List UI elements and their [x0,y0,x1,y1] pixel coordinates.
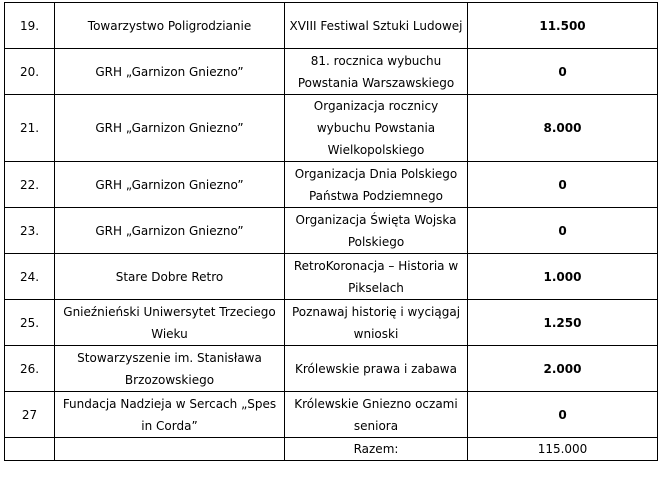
task-title: Organizacja Dnia Polskiego Państwa Podziemnego [285,162,468,208]
organization-name: Stowarzyszenie im. Stanisława Brzozowskiego [55,346,285,392]
row-number: 27 [5,392,55,438]
grant-amount: 0 [468,49,658,95]
grant-amount: 8.000 [468,95,658,162]
grant-table [4,2,658,461]
row-number: 22. [5,162,55,208]
grant-amount: 11.500 [468,3,658,49]
grant-amount: 1.000 [468,254,658,300]
total-label: Razem: [285,438,468,461]
table-row [5,254,658,300]
task-title: 81. rocznica wybuchu Powstania Warszawskiego [285,49,468,95]
organization-name: Towarzystwo Poligrodzianie [55,3,285,49]
row-number: 21. [5,95,55,162]
organization-name: Gnieźnieński Uniwersytet Trzeciego Wieku [55,300,285,346]
table-row [5,3,658,49]
task-title: XVIII Festiwal Sztuki Ludowej [285,3,468,49]
task-title: Poznawaj historię i wyciągaj wnioski [285,300,468,346]
grant-amount: 0 [468,162,658,208]
organization-name: GRH „Garnizon Gniezno” [55,95,285,162]
organization-name: GRH „Garnizon Gniezno” [55,208,285,254]
organization-name: GRH „Garnizon Gniezno” [55,49,285,95]
organization-name: GRH „Garnizon Gniezno” [55,162,285,208]
row-number: 26. [5,346,55,392]
table-row [5,95,658,162]
grant-amount: 2.000 [468,346,658,392]
total-row [5,438,658,461]
total-amount: 115.000 [468,438,658,461]
table-row [5,162,658,208]
row-number: 20. [5,49,55,95]
row-number: 23. [5,208,55,254]
task-title: Królewskie Gniezno oczami seniora [285,392,468,438]
total-empty-cell [55,438,285,461]
grant-amount: 0 [468,208,658,254]
table-row [5,300,658,346]
grant-amount: 1.250 [468,300,658,346]
table-row [5,49,658,95]
row-number: 19. [5,3,55,49]
task-title: Królewskie prawa i zabawa [285,346,468,392]
table-row [5,208,658,254]
table-row [5,346,658,392]
task-title: Organizacja Święta Wojska Polskiego [285,208,468,254]
task-title: Organizacja rocznicy wybuchu Powstania Wielkopolskiego [285,95,468,162]
row-number: 25. [5,300,55,346]
table-row [5,392,658,438]
row-number: 24. [5,254,55,300]
grant-amount: 0 [468,392,658,438]
task-title: RetroKoronacja – Historia w Pikselach [285,254,468,300]
total-empty-cell [5,438,55,461]
organization-name: Fundacja Nadzieja w Sercach „Spes in Corda” [55,392,285,438]
organization-name: Stare Dobre Retro [55,254,285,300]
